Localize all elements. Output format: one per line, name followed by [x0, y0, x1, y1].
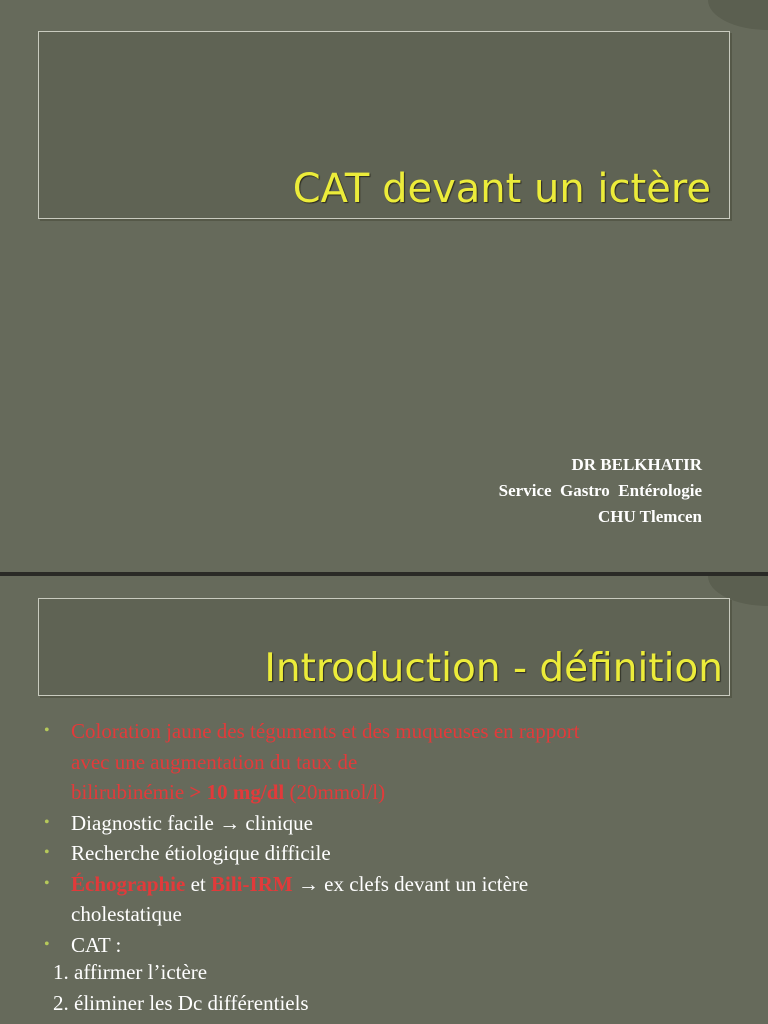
list-item: • Échographie et Bili-IRM → ex clefs devant un ictère cholestatique: [44, 869, 724, 930]
list-item: • CAT :: [44, 930, 724, 961]
list-item: • Diagnostic facile → clinique: [44, 808, 724, 839]
numbered-item-1: 1. affirmer l’ictère: [53, 960, 208, 984]
bullet-list: [44, 716, 724, 960]
list-item: • Recherche étiologique difficile: [44, 838, 724, 869]
bullet-icon: •: [44, 874, 50, 892]
arrow-icon: → clinique: [219, 810, 314, 835]
bullet-icon: •: [44, 935, 50, 953]
author-name: DR BELKHATIR: [571, 455, 702, 474]
numbered-item-2: 2. éliminer les Dc différentiels: [53, 991, 309, 1015]
list-item: • Coloration jaune des téguments et des muqueuses en rapport avec une augmentation du taux de bilirubinémie > 10 mg/dl (20mmol/l): [44, 716, 724, 808]
slide-2: [0, 576, 768, 1024]
bullet-icon: •: [44, 722, 50, 739]
slide-title: CAT devant un ictère: [292, 166, 711, 212]
author-block: [499, 452, 702, 530]
bullet-icon: •: [44, 813, 50, 831]
author-service: Service Gastro Entérologie: [498, 481, 702, 500]
author-hospital: CHU Tlemcen: [597, 507, 702, 526]
bullet-icon: •: [44, 844, 50, 861]
slide-title: Introduction - définition: [264, 646, 723, 691]
title-box: [38, 598, 730, 696]
title-box: [38, 31, 730, 219]
slide-corner-decoration: [708, 0, 768, 30]
